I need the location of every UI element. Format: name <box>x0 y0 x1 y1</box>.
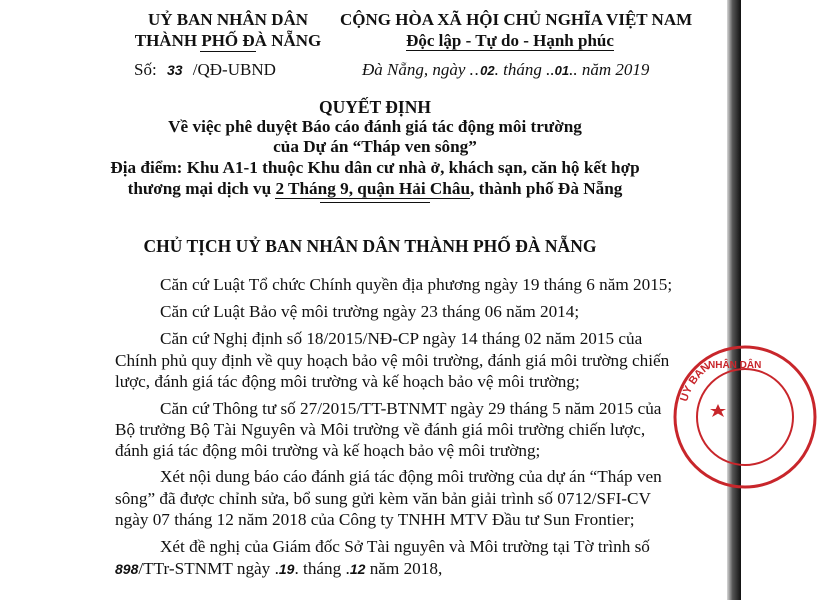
nation-name: CỘNG HÒA XÃ HỘI CHỦ NGHĨA VIỆT NAM <box>340 10 693 29</box>
agency-name-line1: UỶ BAN NHÂN DÂN <box>147 10 309 29</box>
location-street-underlined: 2 Tháng 9, quận Hải Châu <box>275 179 471 198</box>
document-number-value: 33 <box>166 62 183 78</box>
seal-text-top: NHÂN DÂN <box>708 360 762 371</box>
document-date: Đà Nẵng, ngày ..02. tháng ..01.. năm 2019 <box>362 60 650 79</box>
decision-location-line1: Địa điểm: Khu A1-1 thuộc Khu dân cư nhà ở, khách sạn, căn hộ kết hợp <box>110 158 640 177</box>
decision-location-line2: thương mại dịch vụ 2 Tháng 9, quận Hải Châu, thành phố Đà Nẵng <box>127 179 623 198</box>
basis-paragraph-3-line2: Chính phủ quy định về quy hoạch bảo vệ môi trường, đánh giá môi trường chiến <box>115 351 670 370</box>
seal-star-icon <box>710 404 726 417</box>
basis-paragraph-6-line2: 898/TTr-STNMT ngày .19. tháng .12 năm 2018, <box>115 559 443 578</box>
basis-paragraph-3-line3: lược, đánh giá tác động môi trường và kế hoạch bảo vệ môi trường; <box>115 372 580 391</box>
agency-name-line2: THÀNH PHỐ ĐÀ NẴNG <box>134 31 322 50</box>
seal-text-side: UỶ BAN <box>678 360 713 404</box>
basis-paragraph-4-line1: Căn cứ Thông tư số 27/2015/TT-BTNMT ngày 29 tháng 5 năm 2015 của <box>160 399 662 418</box>
red-seal-stamp <box>670 342 820 492</box>
basis-paragraph-4-line3: đánh giá tác động môi trường và kế hoạch bảo vệ môi trường; <box>115 441 541 460</box>
basis-paragraph-3-line1: Căn cứ Nghị định số 18/2015/NĐ-CP ngày 14 tháng 02 năm 2015 của <box>160 329 643 348</box>
date-day: 02 <box>480 63 495 78</box>
basis-paragraph-2: Căn cứ Luật Bảo vệ môi trường ngày 23 tháng 06 năm 2014; <box>160 302 580 321</box>
agency-underline <box>200 51 256 52</box>
basis-paragraph-6-line1: Xét đề nghị của Giám đốc Sở Tài nguyên và Môi trường tại Tờ trình số <box>160 537 650 556</box>
basis-paragraph-5-line1: Xét nội dung báo cáo đánh giá tác động môi trường của dự án “Tháp ven <box>160 467 662 486</box>
decision-subject-line1: Về việc phê duyệt Báo cáo đánh giá tác động môi trường <box>168 117 582 136</box>
scan-dark-edge <box>727 0 741 600</box>
basis-paragraph-5-line3: ngày 07 tháng 12 năm 2018 của Công ty TNHH MTV Đầu tư Sun Frontier; <box>115 510 635 529</box>
issuing-authority: CHỦ TỊCH UỶ BAN NHÂN DÂN THÀNH PHỐ ĐÀ NẴNG <box>143 236 597 256</box>
document-number: Số: 33 /QĐ-UBND <box>134 60 276 79</box>
date-month: 01 <box>554 63 570 78</box>
decision-title: QUYẾT ĐỊNH <box>319 97 431 117</box>
basis-paragraph-4-line2: Bộ trưởng Bộ Tài Nguyên và Môi trường về đánh giá môi trường chiến lược, <box>115 420 646 439</box>
basis-paragraph-1: Căn cứ Luật Tổ chức Chính quyền địa phương ngày 19 tháng 6 năm 2015; <box>160 275 673 294</box>
basis-paragraph-5-line2: sông” đã được chỉnh sửa, bổ sung gửi kèm văn bản giải trình số 0712/SFI-CV <box>115 489 651 508</box>
national-motto: Độc lập - Tự do - Hạnh phúc <box>406 31 614 50</box>
title-divider <box>320 202 430 203</box>
submission-day: 19 <box>278 561 295 577</box>
submission-month: 12 <box>349 561 366 577</box>
decision-subject-line2: của Dự án “Tháp ven sông” <box>273 137 477 156</box>
submission-number: 898 <box>115 561 139 577</box>
